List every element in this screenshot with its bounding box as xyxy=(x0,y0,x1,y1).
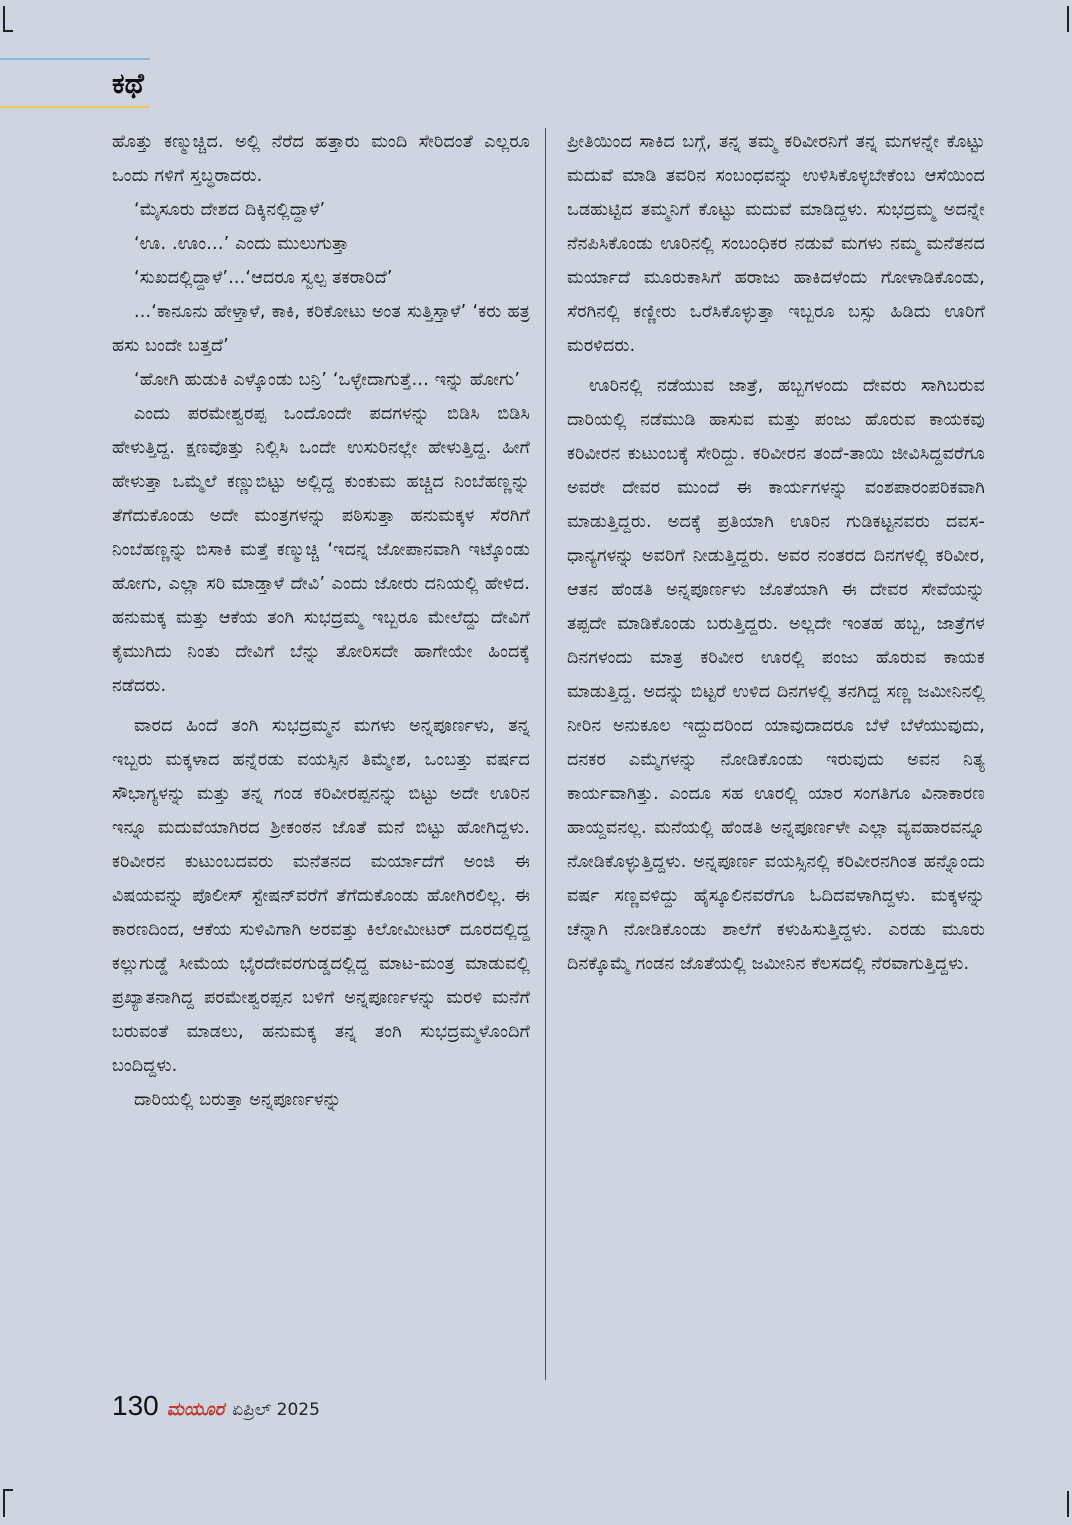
paragraph: ಹೊತ್ತು ಕಣ್ಮುಚ್ಚಿದ. ಅಲ್ಲಿ ನೆರೆದ ಹತ್ತಾರು ಮಂದಿ ಸೇರಿದಂತೆ ಎಲ್ಲರೂ ಒಂದು ಗಳಿಗೆ ಸ್ತಬ್ಧರಾದರು. xyxy=(112,132,530,186)
crop-mark xyxy=(1067,6,1069,32)
left-column xyxy=(112,125,530,1380)
crop-mark xyxy=(3,30,13,32)
crop-mark xyxy=(3,6,5,32)
paragraph: ‘ಸುಖದಲ್ಲಿದ್ದಾಳೆ’...‘ಆದರೂ ಸ್ವಲ್ಪ ತಕರಾರಿದೆ’ xyxy=(134,268,393,288)
paragraph: ‘ಮೈಸೂರು ದೇಶದ ದಿಕ್ಕಿನಲ್ಲಿದ್ದಾಳೆ’ xyxy=(134,200,326,220)
paragraph: ‘ಊ. .ಊಂ...’ ಎಂದು ಮುಲುಗುತ್ತಾ xyxy=(134,234,350,254)
paragraph: ದಾರಿಯಲ್ಲಿ ಬರುತ್ತಾ ಅನ್ನಪೂರ್ಣಳನ್ನು xyxy=(134,1090,342,1110)
paragraph: ಪ್ರೀತಿಯಿಂದ ಸಾಕಿದ ಬಗ್ಗೆ, ತನ್ನ ತಮ್ಮ ಕರಿವೀರನಿಗೆ ತನ್ನ ಮಗಳನ್ನೇ ಕೊಟ್ಟು ಮದುವೆ ಮಾಡಿ ತವರಿನ ಸಂಬಂಧವನ್ನು ಉಳಿಸಿಕೊಳ್ಳಬೇಕೆಂಬ ಆಸೆಯಿಂದ ಒಡಹುಟ್ಟಿದ ತಮ್ಮನಿಗೆ ಕೊಟ್ಟು ಮದುವೆ ಮಾಡಿದ್ದಳು. ಸುಭದ್ರಮ್ಮ ಅದನ್ನೇ ನೆನಪಿಸಿಕೊಂಡು ಊರಿನಲ್ಲಿ ಸಂಬಂಧಿಕರ ನಡುವೆ ಮಗಳು ನಮ್ಮ ಮನೆತನದ ಮರ್ಯಾದೆ ಮೂರುಕಾಸಿಗೆ ಹರಾಜು ಹಾಕಿದಳೆಂದು ಗೋಳಾಡಿಕೊಂಡು, ಸೆರಗಿನಲ್ಲಿ ಕಣ್ಣೀರು ಒರೆಸಿಕೊಳ್ಳುತ್ತಾ ಇಬ್ಬರೂ ಬಸ್ಸು ಹಿಡಿದು ಊರಿಗೆ ಮರಳಿದರು. xyxy=(567,132,985,356)
page-number: 130 xyxy=(112,1390,159,1421)
section-rule-bottom xyxy=(0,106,150,108)
paragraph: ಊರಿನಲ್ಲಿ ನಡೆಯುವ ಜಾತ್ರೆ, ಹಬ್ಬಗಳಂದು ದೇವರು ಸಾಗಿಬರುವ ದಾರಿಯಲ್ಲಿ ನಡೆಮುಡಿ ಹಾಸುವ ಮತ್ತು ಪಂಜು ಹೊರುವ ಕಾಯಕವು ಕರಿವೀರನ ಕುಟುಂಬಕ್ಕೆ ಸೇರಿದ್ದು. ಕರಿವೀರನ ತಂದೆ-ತಾಯಿ ಜೀವಿಸಿದ್ದವರೆಗೂ ಅವರೇ ದೇವರ ಮುಂದೆ ಈ ಕಾರ್ಯಗಳನ್ನು ವಂಶಪಾರಂಪರಿಕವಾಗಿ ಮಾಡುತ್ತಿದ್ದರು. ಅದಕ್ಕೆ ಪ್ರತಿಯಾಗಿ ಊರಿನ ಗುಡಿಕಟ್ಟನವರು ದವಸ- ಧಾನ್ಯಗಳನ್ನು ಅವರಿಗೆ ನೀಡುತ್ತಿದ್ದರು. ಅವರ ನಂತರದ ದಿನಗಳಲ್ಲಿ ಕರಿವೀರ, ಆತನ ಹೆಂಡತಿ ಅನ್ನಪೂರ್ಣಳು ಜೊತೆಯಾಗಿ ಈ ದೇವರ ಸೇವೆಯನ್ನು ತಪ್ಪದೇ ಮಾಡಿಕೊಂಡು ಬರುತ್ತಿದ್ದರು. ಅಲ್ಲದೇ ಇಂತಹ ಹಬ್ಬ, ಜಾತ್ರೆಗಳ ದಿನಗಳಂದು ಮಾತ್ರ ಕರಿವೀರ ಊರಲ್ಲಿ ಪಂಜು ಹೊರುವ ಕಾಯಕ ಮಾಡುತ್ತಿದ್ದ. ಅದನ್ನು ಬಿಟ್ಟರೆ ಉಳಿದ ದಿನಗಳಲ್ಲಿ ತನಗಿದ್ದ ಸಣ್ಣ ಜಮೀನಿನಲ್ಲಿ ನೀರಿನ ಅನುಕೂಲ ಇದ್ದುದರಿಂದ ಯಾವುದಾದರೂ ಬೆಳೆ ಬೆಳೆಯುವುದು, ದನಕರ ಎಮ್ಮೆಗಳನ್ನು ನೋಡಿಕೊಂಡು ಇರುವುದು ಅವನ ನಿತ್ಯ ಕಾರ್ಯವಾಗಿತ್ತು. ಎಂದೂ ಸಹ ಊರಲ್ಲಿ ಯಾರ ಸಂಗತಿಗೂ ವಿನಾಕಾರಣ ಹಾಯ್ದವನಲ್ಲ. ಮನೆಯಲ್ಲಿ ಹೆಂಡತಿ ಅನ್ನಪೂರ್ಣಳೇ ಎಲ್ಲಾ ವ್ಯವಹಾರವನ್ನೂ ನೋಡಿಕೊಳ್ಳುತ್ತಿದ್ದಳು. ಅನ್ನಪೂರ್ಣ ವಯಸ್ಸಿನಲ್ಲಿ ಕರಿವೀರನಗಿಂತ ಹನ್ನೊಂದು ವರ್ಷ ಸಣ್ಣವಳಿದ್ದು ಹೈಸ್ಕೂಲಿನವರೆಗೂ ಓದಿದವಳಾಗಿದ್ದಳು. ಮಕ್ಕಳನ್ನು ಚೆನ್ನಾಗಿ ನೋಡಿಕೊಂಡು ಶಾಲೆಗೆ ಕಳುಹಿಸುತ್ತಿದ್ದಳು. ಎರಡು ಮೂರು ದಿನಕ್ಕೊಮ್ಮೆ ಗಂಡನ ಜೊತೆಯಲ್ಲಿ ಜಮೀನಿನ ಕೆಲಸದಲ್ಲಿ ನೆರವಾಗುತ್ತಿದ್ದಳು. xyxy=(567,376,985,974)
section-rule-top xyxy=(0,58,150,60)
issue-date: ಏಪ್ರಿಲ್ 2025 xyxy=(232,1400,320,1420)
crop-mark xyxy=(3,1491,5,1517)
paragraph: ಎಂದು ಪರಮೇಶ್ವರಪ್ಪ ಒಂದೊಂದೇ ಪದಗಳನ್ನು ಬಿಡಿಸಿ ಬಿಡಿಸಿ ಹೇಳುತ್ತಿದ್ದ. ಕ್ಷಣವೊತ್ತು ನಿಲ್ಲಿಸಿ ಒಂದೇ ಉಸುರಿನಲ್ಲೇ ಹೇಳುತ್ತಿದ್ದ. ಹೀಗೆ ಹೇಳುತ್ತಾ ಒಮ್ಮೆಲೆ ಕಣ್ಣುಬಿಟ್ಟು ಅಲ್ಲಿದ್ದ ಕುಂಕುಮ ಹಚ್ಚಿದ ನಿಂಬೆಹಣ್ಣನ್ನು ತೆಗೆದುಕೊಂಡು ಅದೇ ಮಂತ್ರಗಳನ್ನು ಪಠಿಸುತ್ತಾ ಹನುಮಕ್ಕಳ ಸೆರಗಿಗೆ ನಿಂಬೆಹಣ್ಣನ್ನು ಬಿಸಾಕಿ ಮತ್ತೆ ಕಣ್ಮುಚ್ಚಿ ‘ಇದನ್ನ ಜೋಪಾನವಾಗಿ ಇಟ್ಕೊಂಡು ಹೋಗು, ಎಲ್ಲಾ ಸರಿ ಮಾಡ್ತಾಳೆ ದೇವಿ’ ಎಂದು ಜೋರು ದನಿಯಲ್ಲಿ ಹೇಳಿದ. ಹನುಮಕ್ಕ ಮತ್ತು ಆಕೆಯ ತಂಗಿ ಸುಭದ್ರಮ್ಮ ಇಬ್ಬರೂ ಮೇಲೆದ್ದು ದೇವಿಗೆ ಕೈಮುಗಿದು ನಿಂತು ದೇವಿಗೆ ಬೆನ್ನು ತೋರಿಸದೇ ಹಾಗೇಯೇ ಹಿಂದಕ್ಕೆ ನಡೆದರು. xyxy=(112,404,530,696)
paragraph: ‘ಹೋಗಿ ಹುಡುಕಿ ಎಳ್ಕೊಂಡು ಬನ್ರಿ’ ‘ಒಳ್ಳೇದಾಗುತ್ತೆ... ಇನ್ನು ಹೋಗು’ xyxy=(134,370,521,390)
right-column xyxy=(567,125,985,981)
paragraph: ...‘ಕಾನೂನು ಹೇಳ್ತಾಳೆ, ಕಾಕಿ, ಕರಿಕೋಟು ಅಂತ ಸುತ್ತಿಸ್ತಾಳೆ’ ‘ಕರು ಹತ್ರ ಹಸು ಬಂದೇ ಬತ್ತದೆ’ xyxy=(112,302,530,356)
paragraph: ವಾರದ ಹಿಂದೆ ತಂಗಿ ಸುಭದ್ರಮ್ಮನ ಮಗಳು ಅನ್ನಪೂರ್ಣಳು, ತನ್ನ ಇಬ್ಬರು ಮಕ್ಕಳಾದ ಹನ್ನೆರಡು ವಯಸ್ಸಿನ ತಿಮ್ಮೇಶ, ಒಂಬತ್ತು ವರ್ಷದ ಸೌಭಾಗ್ಯಳನ್ನು ಮತ್ತು ತನ್ನ ಗಂಡ ಕರಿವೀರಪ್ಪನನ್ನು ಬಿಟ್ಟು ಅದೇ ಊರಿನ ಇನ್ನೂ ಮದುವೆಯಾಗಿರದ ಶ್ರೀಕಂಠನ ಜೊತೆ ಮನೆ ಬಿಟ್ಟು ಹೋಗಿದ್ದಳು. ಕರಿವೀರನ ಕುಟುಂಬದವರು ಮನೆತನದ ಮರ್ಯಾದೆಗೆ ಅಂಜಿ ಈ ವಿಷಯವನ್ನು ಪೊಲೀಸ್ ಸ್ಟೇಷನ್‌ವರೆಗೆ ತೆಗೆದುಕೊಂಡು ಹೋಗಿರಲಿಲ್ಲ. ಈ ಕಾರಣದಿಂದ, ಆಕೆಯ ಸುಳಿವಿಗಾಗಿ ಅರವತ್ತು ಕಿಲೋಮೀಟರ್ ದೂರದಲ್ಲಿದ್ದ ಕಲ್ಲುಗುಡ್ಡೆ ಸೀಮೆಯ ಭೈರದೇವರಗುಡ್ಡದಲ್ಲಿದ್ದ ಮಾಟ-ಮಂತ್ರ ಮಾಡುವಲ್ಲಿ ಪ್ರಖ್ಯಾತನಾಗಿದ್ದ ಪರಮೇಶ್ವರಪ್ಪನ ಬಳಿಗೆ ಅನ್ನಪೂರ್ಣಳನ್ನು ಮರಳಿ ಮನೆಗೆ ಬರುವಂತೆ ಮಾಡಲು, ಹನುಮಕ್ಕ ತನ್ನ ತಂಗಿ ಸುಭದ್ರಮ್ಮಳೊಂದಿಗೆ ಬಂದಿದ್ದಳು. xyxy=(112,716,530,1076)
column-divider xyxy=(545,128,546,1380)
section-title: ಕಥೆ xyxy=(112,67,144,100)
crop-mark xyxy=(3,1489,13,1491)
page-footer xyxy=(112,1390,320,1430)
magazine-logo: ಮಯೂರ xyxy=(166,1399,225,1420)
crop-mark xyxy=(1067,1491,1069,1517)
